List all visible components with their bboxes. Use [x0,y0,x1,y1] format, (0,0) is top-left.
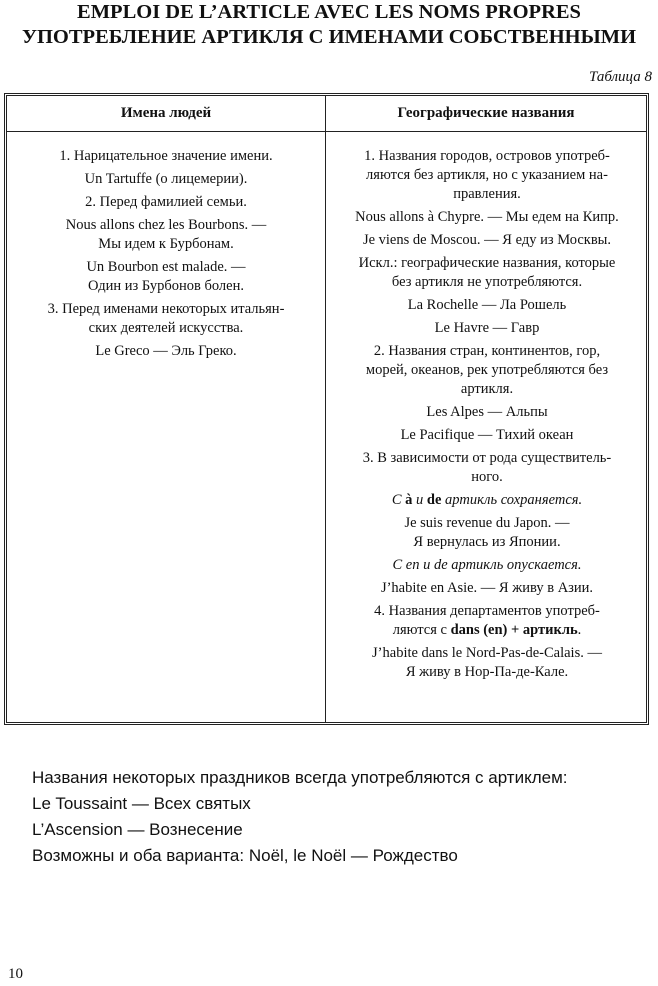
cell-text: Un Tartuffe (о лицемерии). [84,171,248,187]
text-part-bold: dans (en) + артикль [450,622,578,638]
cell-text: Je suis revenue du Japon. — Я вернулась из Японии. [404,515,570,550]
cell-text: J’habite dans le Nord-Pas-de-Calais. — Я живу в Нор-Па-де-Кале. [372,645,602,680]
cell-text: Nous allons chez les Bourbons. — Мы идем к Бурбонам. [65,217,267,252]
holidays-note [32,765,568,869]
cell-text: 1. Нарицательное значение имени. [59,148,273,164]
rule-part: С [391,492,406,508]
cell-text: Le Pacifique — Тихий океан [400,427,574,443]
cell-text-rule [332,556,642,575]
column-geographic-names [332,147,642,686]
page-title [0,0,658,50]
cell-text: Искл.: географические названия, которые без артикля не употребляются. [358,255,616,290]
cell-text: La Rochelle — Ла Рошель [407,297,567,313]
rule-part-bold: de [426,492,442,508]
note-line: L’Ascension — Вознесение [32,820,243,839]
cell-text: Je viens de Moscou. — Я еду из Москвы. [362,232,612,248]
rule-part: и [412,492,427,508]
column-people-names [15,147,317,365]
cell-text: Les Alpes — Альпы [426,404,548,420]
header-geographic-names: Географические названия [397,105,575,121]
title-line-french: EMPLOI DE L’ARTICLE AVEC LES NOMS PROPRES [77,1,581,23]
rule-part: артикль сохраняется. [441,492,583,508]
page-number: 10 [8,966,23,982]
cell-text: Un Bourbon est malade. — Один из Бурбонов болен. [86,259,246,294]
article-table [4,93,649,725]
header-people-names: Имена людей [120,105,212,121]
note-line: Возможны и оба варианта: Noël, le Noël — Рождество [32,846,458,865]
cell-text-rule [332,491,642,510]
cell-text: 2. Названия стран, континентов, гор, морей, океанов, рек употребляются без артикля. [365,343,609,397]
cell-text: Le Greco — Эль Греко. [95,343,237,359]
cell-text: 1. Названия городов, островов употреб- ляются без артикля, но с указанием на- правления. [364,148,610,202]
rule-part-bold: à [405,492,413,508]
cell-text: 2. Перед фамилией семьи. [85,194,247,210]
cell-text: Le Havre — Гавр [434,320,540,336]
cell-text: Nous allons à Chypre. — Мы едем на Кипр. [355,209,619,225]
title-line-russian: УПОТРЕБЛЕНИЕ АРТИКЛЯ С ИМЕНАМИ СОБСТВЕННЫМИ [21,26,637,48]
text-part: . [577,622,582,638]
cell-text: 3. В зависимости от рода существитель- ного. [362,450,612,485]
column-divider [325,96,326,722]
table-label: Таблица 8 [589,69,652,85]
cell-text-mixed [332,602,642,640]
note-line: Le Toussaint — Всех святых [32,794,251,813]
note-line: Названия некоторых праздников всегда употребляются с артиклем: [32,768,568,787]
cell-text: J’habite en Asie. — Я живу в Азии. [380,580,594,596]
text-part: 4. Названия департаментов употреб- ляются с [374,603,600,638]
cell-text: 3. Перед именами некоторых итальян- ских деятелей искусства. [47,301,285,336]
rule-text: С en и de артикль опускается. [392,557,582,573]
